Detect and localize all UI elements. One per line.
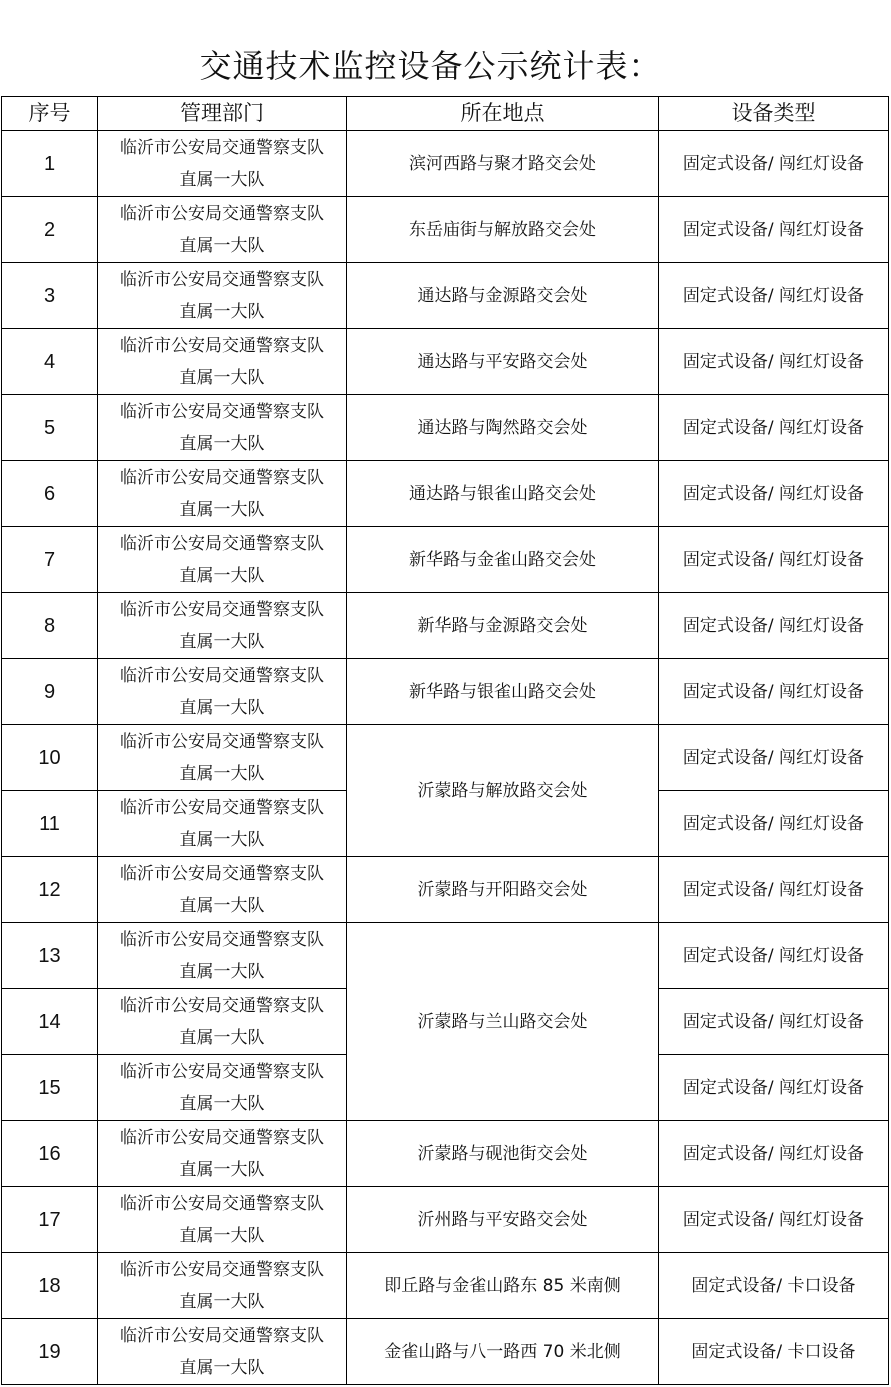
dept-line-2: 直属一大队 (179, 301, 265, 322)
cell-seq: 13 (2, 923, 98, 989)
dept-line-1: 临沂市公安局交通警察支队 (120, 137, 324, 158)
table-row (2, 395, 889, 461)
cell-location (347, 1121, 659, 1187)
dept-line-2: 直属一大队 (179, 961, 265, 982)
type-text: 固定式设备/ 卡口设备 (691, 1275, 856, 1296)
table-row (2, 659, 889, 725)
cell-location (347, 1253, 659, 1319)
location-text: 滨河西路与聚才路交会处 (409, 153, 596, 174)
cell-type (659, 197, 889, 263)
cell-location (347, 329, 659, 395)
device-table (1, 96, 889, 1385)
cell-seq: 14 (2, 989, 98, 1055)
dept-line-2: 直属一大队 (179, 895, 265, 916)
cell-seq: 3 (2, 263, 98, 329)
type-text: 固定式设备/ 闯红灯设备 (682, 351, 865, 372)
dept-line-2: 直属一大队 (179, 631, 265, 652)
table-row (2, 197, 889, 263)
table-row (2, 461, 889, 527)
header-location: 所在地点 (347, 97, 659, 131)
dept-line-1: 临沂市公安局交通警察支队 (120, 1193, 324, 1214)
location-text: 沂蒙路与解放路交会处 (417, 780, 588, 801)
cell-location (347, 857, 659, 923)
type-text: 固定式设备/ 闯红灯设备 (682, 615, 865, 636)
dept-line-1: 临沂市公安局交通警察支队 (120, 467, 324, 488)
dept-line-1: 临沂市公安局交通警察支队 (120, 1061, 324, 1082)
type-text: 固定式设备/ 卡口设备 (691, 1341, 856, 1362)
cell-seq: 10 (2, 725, 98, 791)
cell-dept (98, 1121, 347, 1187)
location-text: 通达路与银雀山路交会处 (409, 483, 596, 504)
cell-location (347, 197, 659, 263)
type-text: 固定式设备/ 闯红灯设备 (682, 285, 865, 306)
cell-seq: 5 (2, 395, 98, 461)
cell-dept (98, 395, 347, 461)
cell-dept (98, 791, 347, 857)
cell-seq: 2 (2, 197, 98, 263)
cell-type (659, 131, 889, 197)
cell-seq: 15 (2, 1055, 98, 1121)
cell-seq: 16 (2, 1121, 98, 1187)
cell-type (659, 1253, 889, 1319)
type-text: 固定式设备/ 闯红灯设备 (682, 681, 865, 702)
dept-line-2: 直属一大队 (179, 1093, 265, 1114)
type-text: 固定式设备/ 闯红灯设备 (682, 549, 865, 570)
dept-line-2: 直属一大队 (179, 1159, 265, 1180)
cell-dept (98, 1055, 347, 1121)
dept-line-2: 直属一大队 (179, 1291, 265, 1312)
cell-location (347, 659, 659, 725)
dept-line-2: 直属一大队 (179, 499, 265, 520)
location-text: 新华路与金雀山路交会处 (409, 549, 596, 570)
cell-type (659, 659, 889, 725)
cell-seq: 12 (2, 857, 98, 923)
cell-location (347, 1187, 659, 1253)
cell-dept (98, 131, 347, 197)
dept-line-1: 临沂市公安局交通警察支队 (120, 533, 324, 554)
type-text: 固定式设备/ 闯红灯设备 (682, 1011, 865, 1032)
cell-seq: 9 (2, 659, 98, 725)
cell-type (659, 1121, 889, 1187)
cell-dept (98, 923, 347, 989)
cell-seq: 8 (2, 593, 98, 659)
cell-location (347, 1319, 659, 1385)
table-row (2, 131, 889, 197)
table-row (2, 593, 889, 659)
cell-location (347, 131, 659, 197)
location-text: 沂蒙路与兰山路交会处 (417, 1011, 588, 1032)
cell-dept (98, 659, 347, 725)
cell-type (659, 329, 889, 395)
dept-line-1: 临沂市公安局交通警察支队 (120, 665, 324, 686)
type-text: 固定式设备/ 闯红灯设备 (682, 813, 865, 834)
type-text: 固定式设备/ 闯红灯设备 (682, 747, 865, 768)
table-header-row (2, 97, 889, 131)
table-row (2, 1121, 889, 1187)
dept-line-2: 直属一大队 (179, 433, 265, 454)
table-row (2, 1253, 889, 1319)
location-text: 新华路与金源路交会处 (417, 615, 588, 636)
dept-line-1: 临沂市公安局交通警察支队 (120, 995, 324, 1016)
type-text: 固定式设备/ 闯红灯设备 (682, 417, 865, 438)
cell-type (659, 263, 889, 329)
cell-type (659, 989, 889, 1055)
table-row (2, 725, 889, 791)
cell-dept (98, 527, 347, 593)
location-text: 通达路与金源路交会处 (417, 285, 588, 306)
cell-seq: 4 (2, 329, 98, 395)
cell-location (347, 461, 659, 527)
cell-type (659, 857, 889, 923)
cell-location (347, 593, 659, 659)
location-text: 东岳庙街与解放路交会处 (409, 219, 596, 240)
cell-dept (98, 989, 347, 1055)
page-title: 交通技术监控设备公示统计表： (199, 47, 662, 85)
dept-line-2: 直属一大队 (179, 763, 265, 784)
cell-dept (98, 725, 347, 791)
type-text: 固定式设备/ 闯红灯设备 (682, 1209, 865, 1230)
cell-location (347, 923, 659, 1121)
dept-line-1: 临沂市公安局交通警察支队 (120, 797, 324, 818)
cell-seq: 11 (2, 791, 98, 857)
dept-line-1: 临沂市公安局交通警察支队 (120, 401, 324, 422)
cell-dept (98, 857, 347, 923)
type-text: 固定式设备/ 闯红灯设备 (682, 483, 865, 504)
cell-location (347, 263, 659, 329)
table-row (2, 923, 889, 989)
cell-type (659, 725, 889, 791)
cell-type (659, 527, 889, 593)
type-text: 固定式设备/ 闯红灯设备 (682, 153, 865, 174)
type-text: 固定式设备/ 闯红灯设备 (682, 1077, 865, 1098)
location-text: 通达路与平安路交会处 (417, 351, 588, 372)
cell-location (347, 725, 659, 857)
dept-line-1: 临沂市公安局交通警察支队 (120, 1325, 324, 1346)
table-row (2, 527, 889, 593)
table-row (2, 1319, 889, 1385)
dept-line-1: 临沂市公安局交通警察支队 (120, 269, 324, 290)
cell-seq: 17 (2, 1187, 98, 1253)
cell-dept (98, 329, 347, 395)
location-text: 沂蒙路与砚池街交会处 (417, 1143, 588, 1164)
table-row (2, 1187, 889, 1253)
dept-line-2: 直属一大队 (179, 235, 265, 256)
location-text: 新华路与银雀山路交会处 (409, 681, 596, 702)
cell-type (659, 395, 889, 461)
cell-dept (98, 263, 347, 329)
dept-line-2: 直属一大队 (179, 169, 265, 190)
dept-line-2: 直属一大队 (179, 565, 265, 586)
cell-type (659, 593, 889, 659)
dept-line-1: 临沂市公安局交通警察支队 (120, 929, 324, 950)
location-text: 金雀山路与八一路西 70 米北侧 (384, 1341, 621, 1362)
cell-dept (98, 1253, 347, 1319)
cell-location (347, 527, 659, 593)
table-row (2, 263, 889, 329)
cell-dept (98, 1187, 347, 1253)
type-text: 固定式设备/ 闯红灯设备 (682, 879, 865, 900)
dept-line-2: 直属一大队 (179, 829, 265, 850)
cell-type (659, 1187, 889, 1253)
dept-line-2: 直属一大队 (179, 697, 265, 718)
cell-dept (98, 1319, 347, 1385)
dept-line-1: 临沂市公安局交通警察支队 (120, 599, 324, 620)
location-text: 沂蒙路与开阳路交会处 (417, 879, 588, 900)
table-row (2, 857, 889, 923)
type-text: 固定式设备/ 闯红灯设备 (682, 1143, 865, 1164)
dept-line-1: 临沂市公安局交通警察支队 (120, 1127, 324, 1148)
dept-line-1: 临沂市公安局交通警察支队 (120, 203, 324, 224)
dept-line-1: 临沂市公安局交通警察支队 (120, 1259, 324, 1280)
header-dept: 管理部门 (98, 97, 347, 131)
dept-line-1: 临沂市公安局交通警察支队 (120, 731, 324, 752)
cell-type (659, 791, 889, 857)
cell-type (659, 461, 889, 527)
location-text: 沂州路与平安路交会处 (417, 1209, 588, 1230)
dept-line-2: 直属一大队 (179, 1225, 265, 1246)
cell-dept (98, 593, 347, 659)
type-text: 固定式设备/ 闯红灯设备 (682, 219, 865, 240)
dept-line-1: 临沂市公安局交通警察支队 (120, 335, 324, 356)
header-type: 设备类型 (659, 97, 889, 131)
dept-line-2: 直属一大队 (179, 367, 265, 388)
dept-line-2: 直属一大队 (179, 1357, 265, 1378)
cell-type (659, 1319, 889, 1385)
table-row (2, 329, 889, 395)
cell-type (659, 923, 889, 989)
cell-seq: 6 (2, 461, 98, 527)
cell-dept (98, 461, 347, 527)
cell-type (659, 1055, 889, 1121)
dept-line-2: 直属一大队 (179, 1027, 265, 1048)
cell-seq: 1 (2, 131, 98, 197)
cell-location (347, 395, 659, 461)
cell-seq: 18 (2, 1253, 98, 1319)
cell-seq: 19 (2, 1319, 98, 1385)
header-seq: 序号 (2, 97, 98, 131)
cell-seq: 7 (2, 527, 98, 593)
type-text: 固定式设备/ 闯红灯设备 (682, 945, 865, 966)
table-body (2, 131, 889, 1385)
location-text: 即丘路与金雀山路东 85 米南侧 (384, 1275, 621, 1296)
dept-line-1: 临沂市公安局交通警察支队 (120, 863, 324, 884)
location-text: 通达路与陶然路交会处 (417, 417, 588, 438)
cell-dept (98, 197, 347, 263)
